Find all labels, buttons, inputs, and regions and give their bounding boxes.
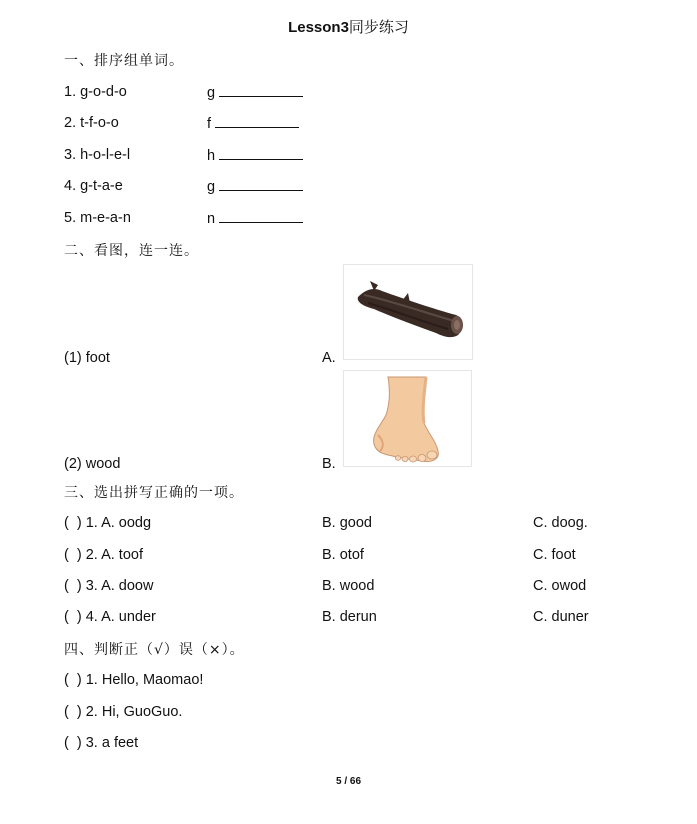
unscramble-question-5: 5. m-e-a-n (64, 210, 131, 226)
answer-blank-1 (207, 84, 303, 101)
answer-blank-5 (207, 210, 303, 227)
judge-item-3: ( ) 3. a feet (64, 735, 139, 751)
section-3-heading: 三、选出拼写正确的一项。 (64, 485, 244, 501)
judge-item-1: ( ) 1. Hello, Maomao! (64, 672, 204, 688)
unscramble-question-1: 1. g-o-d-o (64, 84, 127, 100)
title-chinese: 同步练习 (348, 19, 409, 36)
answer-letter: g (207, 179, 216, 195)
foot-icon (344, 371, 471, 466)
unscramble-question-4: 4. g-t-a-e (64, 178, 123, 194)
choice-option-c[interactable]: C. owod (533, 578, 587, 594)
choice-question-4: ( ) 4. A. under (64, 609, 156, 625)
choice-option-b[interactable]: B. otof (322, 547, 364, 563)
stick-image (343, 264, 473, 360)
unscramble-question-2: 2. t-f-o-o (64, 115, 119, 131)
unscramble-question-3: 3. h-o-l-e-l (64, 147, 131, 163)
blank-line (219, 178, 303, 191)
judge-item-2: ( ) 2. Hi, GuoGuo. (64, 704, 183, 720)
match-right-a[interactable]: A. (322, 350, 336, 366)
blank-line (215, 115, 299, 128)
page-number: 5 / 66 (335, 776, 362, 787)
blank-line (219, 84, 303, 97)
choice-option-b[interactable]: B. good (322, 515, 372, 531)
title-english: Lesson3 (288, 19, 349, 36)
answer-letter: h (207, 148, 216, 164)
page-title (0, 16, 697, 37)
match-left-wood[interactable]: (2) wood (64, 456, 121, 472)
choice-option-b[interactable]: B. wood (322, 578, 375, 594)
blank-line (219, 147, 303, 160)
answer-letter: g (207, 85, 216, 101)
answer-blank-3 (207, 147, 303, 164)
section-2-heading: 二、看图，连一连。 (64, 243, 199, 259)
match-left-foot[interactable]: (1) foot (64, 350, 110, 366)
choice-option-b[interactable]: B. derun (322, 609, 377, 625)
choice-question-1: ( ) 1. A. oodg (64, 515, 152, 531)
choice-option-c[interactable]: C. duner (533, 609, 589, 625)
answer-letter: n (207, 211, 216, 227)
choice-option-c[interactable]: C. foot (533, 547, 576, 563)
choice-option-c[interactable]: C. doog. (533, 515, 588, 531)
section-1-heading: 一、排序组单词。 (64, 53, 184, 69)
section-4-heading: 四、判断正（√）误（×）。 (64, 642, 245, 658)
answer-letter: f (207, 116, 212, 132)
blank-line (219, 210, 303, 223)
foot-image (343, 370, 472, 467)
choice-question-2: ( ) 2. A. toof (64, 547, 143, 563)
match-right-b[interactable]: B. (322, 456, 336, 472)
wood-stick-icon (344, 265, 472, 359)
answer-blank-4 (207, 178, 303, 195)
choice-question-3: ( ) 3. A. doow (64, 578, 154, 594)
answer-blank-2 (207, 115, 299, 132)
